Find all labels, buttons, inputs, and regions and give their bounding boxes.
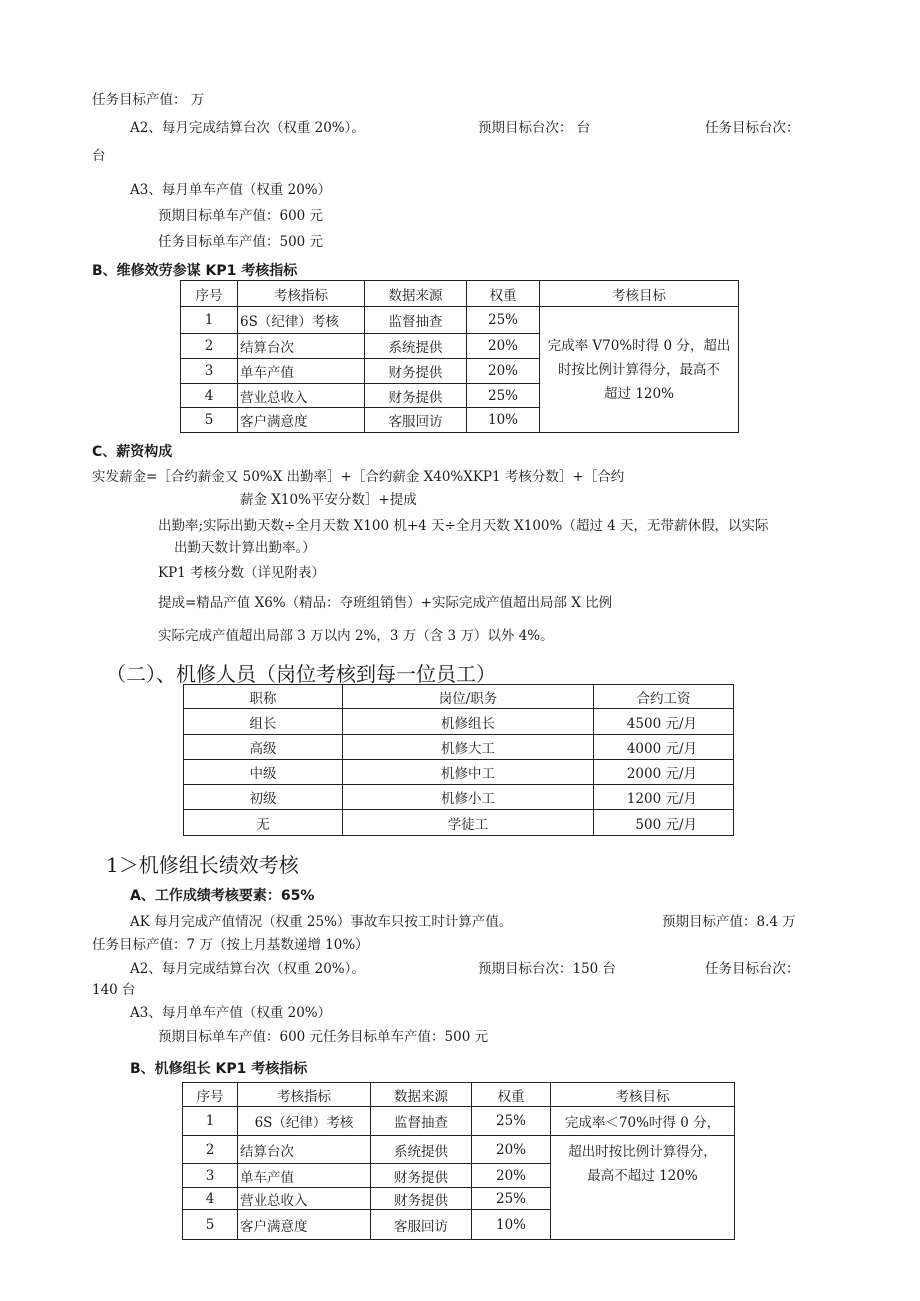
cell-salary: 4500 元/月 bbox=[594, 709, 734, 735]
cell-metric: 6S（纪律）考核 bbox=[238, 1107, 371, 1136]
cell-source: 客服回访 bbox=[371, 1210, 472, 1240]
cell-title: 中级 bbox=[184, 760, 343, 785]
cell-no: 2 bbox=[183, 1136, 238, 1164]
cell-no: 1 bbox=[183, 1107, 238, 1136]
leader-kpi-heading: B、机修组长 KP1 考核指标 bbox=[130, 1061, 308, 1077]
table-header bbox=[184, 685, 734, 709]
table-row bbox=[184, 760, 734, 785]
cell-title: 高级 bbox=[184, 735, 343, 760]
cell-salary: 1200 元/月 bbox=[594, 785, 734, 810]
a2-settlement-count: A2、每月完成结算台次（权重 20%）。 bbox=[130, 120, 365, 136]
cell-post: 机修中工 bbox=[343, 760, 594, 785]
a2-task-unit: 140 台 bbox=[92, 982, 136, 998]
cell-no: 4 bbox=[183, 1188, 238, 1210]
a3-task: 任务目标单车产值：500 元 bbox=[158, 234, 324, 250]
col-header: 序号 bbox=[183, 1083, 238, 1107]
a1-output: AK 每月完成产值情况（权重 25%）事故车只按工时计算产值。 bbox=[130, 914, 513, 930]
salary-formula-cont: 薪金 X10%平安分数］+提成 bbox=[240, 492, 417, 508]
cell-goal: 完成率＜70%吋得 0 分， bbox=[551, 1107, 735, 1136]
cell-source: 客服回访 bbox=[365, 408, 467, 433]
excess-rate: 实际完成产值超出局部 3 万以内 2%，3 万（含 3 万）以外 4%。 bbox=[158, 628, 554, 644]
a2-task: 任务目标台次： bbox=[705, 961, 800, 977]
cell-metric: 客户满意度 bbox=[238, 1210, 371, 1240]
cell-no: 3 bbox=[181, 359, 238, 384]
col-header: 考核指标 bbox=[238, 1083, 371, 1107]
cell-weight: 10% bbox=[472, 1210, 551, 1240]
cell-source: 监督抽查 bbox=[365, 307, 467, 334]
col-header: 岗位/职务 bbox=[343, 685, 594, 709]
table-row bbox=[184, 785, 734, 810]
cell-weight: 20% bbox=[467, 334, 540, 359]
section-mechanics-heading: （二）、机修人员（岗位考核到每一位员工） bbox=[106, 662, 496, 686]
cell-source: 财务提供 bbox=[371, 1164, 472, 1188]
cell-metric: 营业总收入 bbox=[238, 1188, 371, 1210]
attendance-rate: 出勤率;实际出勤天数÷全月天数 X100 机+4 天÷全月天数 X100%（超过 4 天，无带薪休假，以实际 bbox=[158, 518, 769, 534]
cell-post: 机修组长 bbox=[343, 709, 594, 735]
salary-table bbox=[183, 684, 734, 836]
kpi-table-advisor bbox=[180, 280, 739, 433]
cell-metric: 单车产值 bbox=[238, 359, 365, 384]
cell-metric: 结算台次 bbox=[238, 334, 365, 359]
cell-no: 2 bbox=[181, 334, 238, 359]
kpi-score: KP1 考核分数（详见附表） bbox=[158, 565, 326, 581]
a2-task-count: 任务目标台次： bbox=[705, 120, 800, 136]
cell-metric: 营业总收入 bbox=[238, 384, 365, 408]
cell-weight: 25% bbox=[472, 1107, 551, 1136]
cell-metric: 6S（纪律）考核 bbox=[238, 307, 365, 334]
col-header: 职称 bbox=[184, 685, 343, 709]
cell-title: 组长 bbox=[184, 709, 343, 735]
cell-source: 财务提供 bbox=[371, 1188, 472, 1210]
cell-metric: 客户满意度 bbox=[238, 408, 365, 433]
cell-post: 学徒工 bbox=[343, 810, 594, 836]
cell-source: 系统提供 bbox=[371, 1136, 472, 1164]
a2-settlement: A2、每月完成结算台次（权重 20%）。 bbox=[130, 961, 365, 977]
goal-line: 完成率 V70%时得 0 分，超出 bbox=[547, 337, 731, 354]
cell-no: 5 bbox=[183, 1210, 238, 1240]
col-header: 合约工资 bbox=[594, 685, 734, 709]
leader-performance-heading: 1＞机修组长绩效考核 bbox=[106, 853, 299, 877]
cell-weight: 25% bbox=[467, 307, 540, 334]
cell-weight: 20% bbox=[467, 359, 540, 384]
cell-weight: 20% bbox=[472, 1136, 551, 1164]
cell-no: 3 bbox=[183, 1164, 238, 1188]
a1-expected: 预期目标产值：8.4 万 bbox=[662, 914, 796, 930]
col-header: 数据来源 bbox=[371, 1083, 472, 1107]
a1-task: 任务目标产值：7 万（按上月基数递增 10%） bbox=[92, 937, 369, 953]
cell-goal bbox=[551, 1136, 735, 1240]
cell-weight: 10% bbox=[467, 408, 540, 433]
col-header: 数据来源 bbox=[365, 281, 467, 307]
cell-metric: 结算台次 bbox=[238, 1136, 371, 1164]
col-header: 权重 bbox=[467, 281, 540, 307]
cell-no: 1 bbox=[181, 307, 238, 334]
cell-title: 初级 bbox=[184, 785, 343, 810]
table-row bbox=[184, 735, 734, 760]
table-row bbox=[183, 1136, 735, 1164]
cell-post: 机修大工 bbox=[343, 735, 594, 760]
table-header bbox=[181, 281, 739, 307]
cell-no: 5 bbox=[181, 408, 238, 433]
col-header: 考核目标 bbox=[551, 1083, 735, 1107]
cell-source: 监督抽查 bbox=[371, 1107, 472, 1136]
attendance-rate-cont: 出勤天数计算出勤率。） bbox=[174, 540, 316, 556]
cell-no: 4 bbox=[181, 384, 238, 408]
a3-title: A3、每月单车产值（权重 20%） bbox=[130, 1005, 332, 1021]
cell-title: 无 bbox=[184, 810, 343, 836]
cell-salary: 500 元/月 bbox=[594, 810, 734, 836]
work-performance-heading: A、工作成绩考核要素：65% bbox=[130, 888, 315, 904]
cell-goal bbox=[540, 307, 739, 433]
table-row bbox=[183, 1107, 735, 1136]
salary-formula: 实发薪金=［合约薪金又 50%X 出勤率］+［合约薪金 X40%XKP1 考核分数］+［合约 bbox=[92, 469, 625, 485]
goal-line: 时按比例计算得分，最高不 bbox=[558, 361, 720, 378]
a2-expected: 预期目标台次：150 台 bbox=[478, 961, 617, 977]
table-row bbox=[184, 810, 734, 836]
section-c-heading: C、薪资构成 bbox=[92, 444, 173, 460]
cell-source: 系统提供 bbox=[365, 334, 467, 359]
cell-salary: 2000 元/月 bbox=[594, 760, 734, 785]
cell-weight: 20% bbox=[472, 1164, 551, 1188]
cell-post: 机修小工 bbox=[343, 785, 594, 810]
cell-source: 财务提供 bbox=[365, 384, 467, 408]
cell-weight: 25% bbox=[467, 384, 540, 408]
col-header: 考核指标 bbox=[238, 281, 365, 307]
table-header bbox=[183, 1083, 735, 1107]
a3-values: 预期目标单车产值：600 元任务目标单车产值：500 元 bbox=[158, 1029, 489, 1045]
col-header: 权重 bbox=[472, 1083, 551, 1107]
cell-salary: 4000 元/月 bbox=[594, 735, 734, 760]
cell-metric: 单车产值 bbox=[238, 1164, 371, 1188]
a3-expected: 预期目标单车产值：600 元 bbox=[158, 208, 324, 224]
a2-task-unit: 台 bbox=[92, 148, 106, 164]
goal-line: 超出时按比例计算得分， bbox=[568, 1144, 717, 1160]
kpi-table-leader bbox=[182, 1082, 735, 1240]
table-row bbox=[181, 307, 739, 334]
commission: 提成=精品产值 X6%（精品：夺班组销售）+实际完成产值超出局部 X 比例 bbox=[158, 595, 613, 611]
section-b-heading: B、维修效劳参谋 KP1 考核指标 bbox=[92, 263, 298, 279]
cell-weight: 25% bbox=[472, 1188, 551, 1210]
task-output-target: 任务目标产值： 万 bbox=[92, 92, 205, 108]
col-header: 序号 bbox=[181, 281, 238, 307]
a3-title: A3、每月单车产值（权重 20%） bbox=[130, 182, 332, 198]
a2-expected-count: 预期目标台次： 台 bbox=[478, 120, 591, 136]
table-row bbox=[184, 709, 734, 735]
col-header: 考核目标 bbox=[540, 281, 739, 307]
goal-line: 最高不超过 120% bbox=[587, 1168, 698, 1184]
goal-line: 超过 120% bbox=[604, 385, 674, 402]
cell-source: 财务提供 bbox=[365, 359, 467, 384]
